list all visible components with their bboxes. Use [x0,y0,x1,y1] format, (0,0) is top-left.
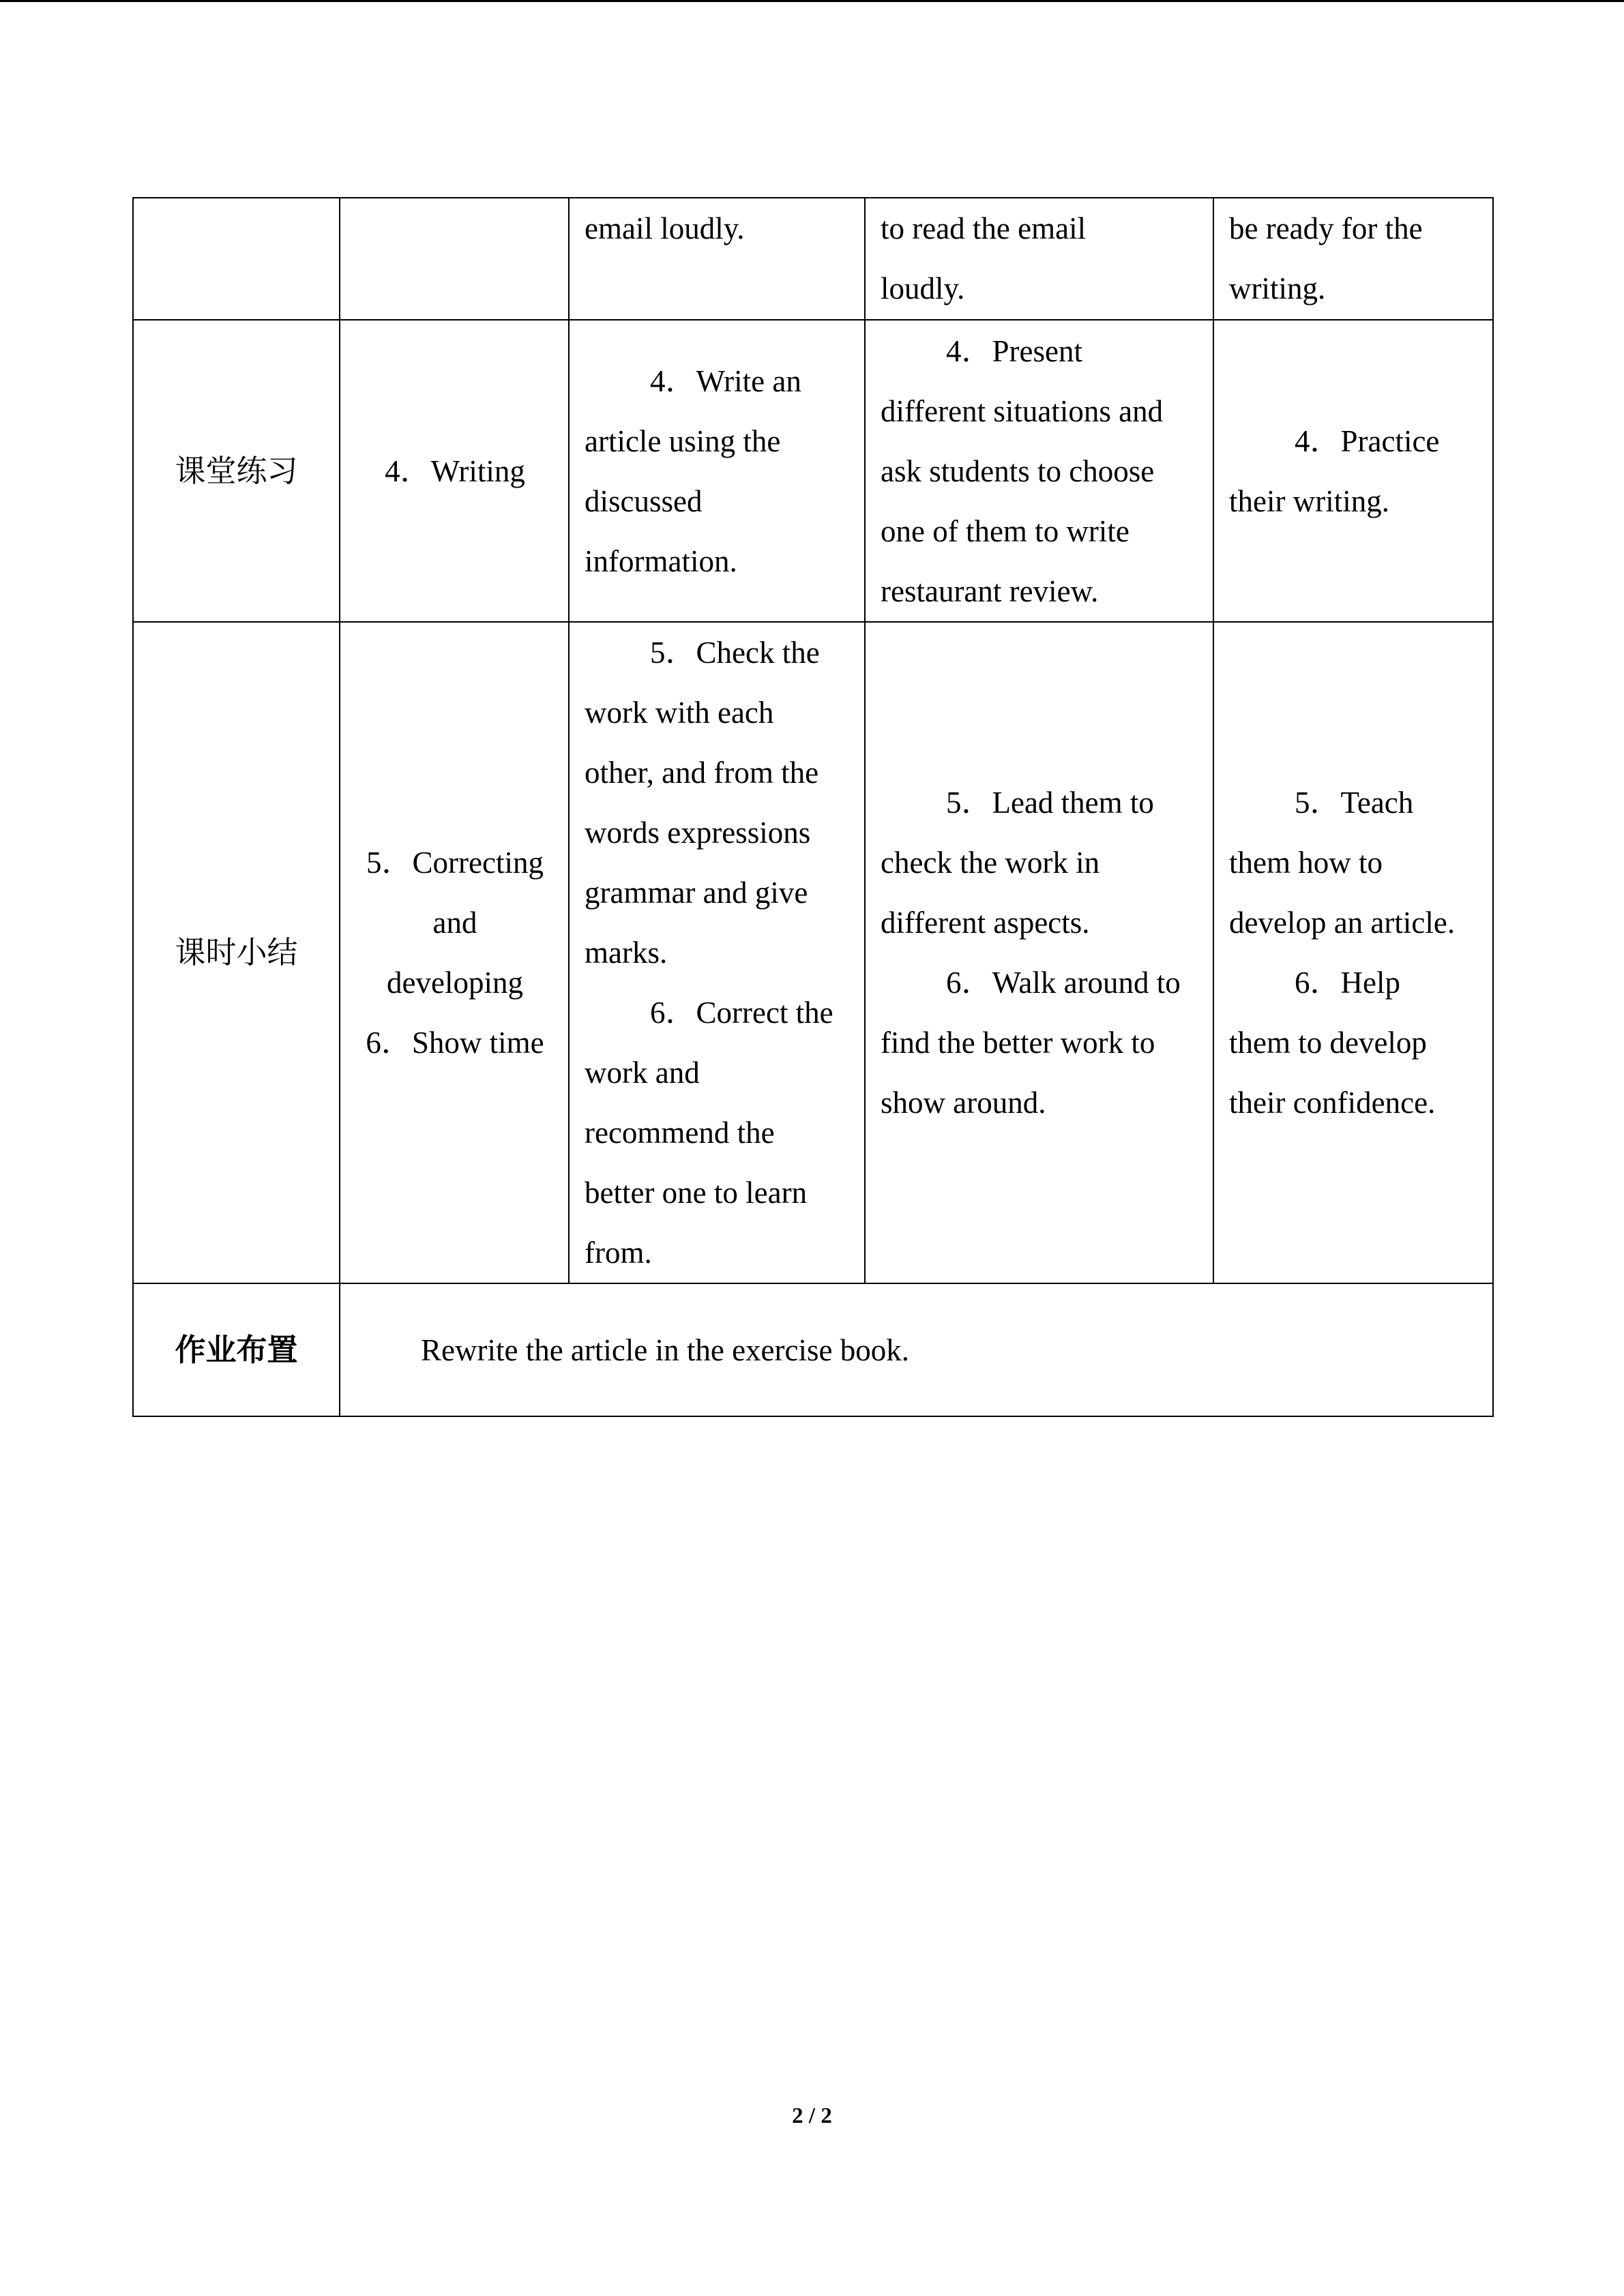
section-label-homework: 作业布置 [133,1283,340,1416]
lesson-plan-table [132,197,1494,1417]
text-line: be ready for the [1229,211,1423,245]
text-line: developing [387,966,523,1000]
purpose-cell [1213,198,1493,320]
table-row-practice [133,320,1493,622]
text-line: develop an article. [1229,906,1456,940]
text-line: 5．Correcting [366,846,544,880]
text-line: 4．Present [946,333,1082,368]
table-row-continuation [133,198,1493,320]
text-line: restaurant review. [881,573,1099,608]
text-line: better one to learn [585,1176,808,1210]
teacher-cell [865,622,1213,1283]
text-line: email loudly. [585,211,745,245]
text-line: 5．Lead them to [946,786,1154,820]
text-line: work and [585,1056,700,1090]
step-cell [340,320,569,622]
text-line: different situations and [881,393,1164,428]
teacher-cell [865,320,1213,622]
section-label-summary: 课时小结 [133,622,340,1283]
table-row-summary [133,622,1493,1283]
text-line: 6．Walk around to [946,966,1181,1000]
text-line: show around. [881,1086,1046,1120]
text-line: them to develop [1229,1026,1427,1060]
text-line: 5．Teach [1295,786,1414,820]
text-line: to read the email [881,211,1087,245]
text-line: marks. [585,936,668,970]
activity-cell [569,622,865,1283]
text-line: 4．Practice [1295,423,1440,458]
teacher-cell [865,198,1213,320]
text-line: discussed [585,483,703,518]
text-line: 6．Show time [366,1026,544,1060]
text-line: writing. [1229,271,1326,305]
text-line: 4．Write an [650,363,801,398]
text-line: check the work in [881,846,1100,880]
text-line: one of them to write [881,513,1130,548]
section-label-practice: 课堂练习 [133,320,340,622]
text-line: ask students to choose [881,453,1155,488]
text-line: loudly. [881,271,965,305]
activity-cell [569,320,865,622]
text-line: 6．Correct the [650,996,833,1030]
activity-cell [569,198,865,320]
text-line: from. [585,1236,652,1270]
text-line: work with each [585,696,774,730]
section-cell-empty [133,198,340,320]
page-number: 2 / 2 [792,2104,832,2128]
text-line: and [432,906,477,940]
text-line: 4．Writing [385,453,525,488]
text-line: them how to [1229,846,1383,880]
top-border-line [0,0,1624,2]
text-line: their writing. [1229,483,1389,518]
text-line: 6．Help [1295,966,1400,1000]
homework-text: Rewrite the article in the exercise book. [340,1283,1493,1416]
text-line: recommend the [585,1116,775,1150]
text-line: information. [585,543,737,578]
step-cell-empty [340,198,569,320]
text-line: grammar and give [585,876,808,910]
text-line: 5．Check the [650,636,820,670]
text-line: other, and from the [585,756,819,790]
table-row-homework [133,1283,1493,1416]
step-cell [340,622,569,1283]
purpose-cell [1213,320,1493,622]
text-line: find the better work to [881,1026,1155,1060]
text-line: their confidence. [1229,1086,1436,1120]
text-line: words expressions [585,816,811,850]
text-line: article using the [585,423,781,458]
text-line: different aspects. [881,906,1090,940]
purpose-cell [1213,622,1493,1283]
